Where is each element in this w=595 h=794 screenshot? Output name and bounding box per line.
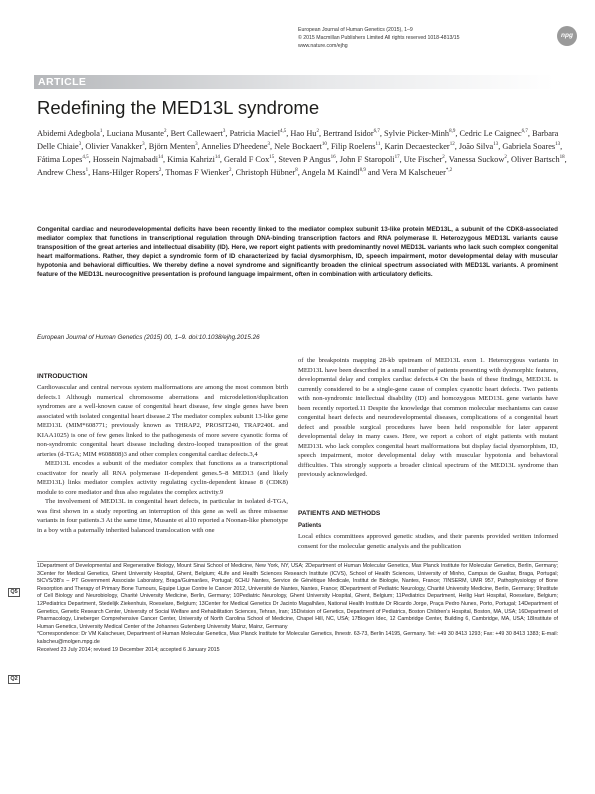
- author-affiliation: 16: [330, 155, 336, 161]
- author: [37, 129, 102, 138]
- author-affiliation: 2: [316, 129, 319, 135]
- author: [149, 142, 198, 151]
- author: [85, 142, 144, 151]
- author-name: Gabriela Soares: [502, 141, 556, 151]
- author-affiliation: 2: [442, 155, 445, 161]
- right-column: [298, 356, 558, 480]
- author-affiliation: 3: [222, 129, 226, 135]
- article-type-band: [34, 75, 554, 89]
- abstract-citation: European Journal of Human Genetics (2015) 00, 1–9. doi:10.1038/ejhg.2015.26: [37, 334, 260, 341]
- author-name: Abidemi Adegbola: [37, 129, 100, 138]
- author: [201, 142, 270, 151]
- journal-url[interactable]: www.nature.com/ejhg: [298, 43, 348, 49]
- correspondence-footnote: *Correspondence: Dr VM Kalscheuer, Department of Human Molecular Genetics, Max Planck Institute for Molecular Genetics, Ihnestr. 63-73, Berlin 14195, Germany. Tel: +49 30 8413 1293; Fax: +49 30 8413 1383; E-mail: kalscheu@molgen.mpg.de: [37, 631, 558, 645]
- author-name: Thomas F Wienker: [165, 167, 229, 177]
- author-name: Annelies D'heedene: [201, 141, 268, 151]
- received-dates: Received 23 July 2014; revised 19 December 2014; accepted 6 January 2015: [37, 646, 220, 653]
- author-affiliation: 6,7: [521, 129, 528, 135]
- author-name: Olivier Vanakker: [85, 141, 143, 151]
- author-name: Steven P Angus: [278, 154, 331, 164]
- author: [331, 142, 380, 151]
- copyright-line: © 2015 Macmillan Publishers Limited All rights reserved 1018-4813/15: [298, 35, 460, 41]
- author-name: Bertrand Isidor: [323, 129, 374, 138]
- author-name: Hans-Hilger Ropers: [92, 167, 159, 177]
- author: [230, 129, 287, 138]
- margin-query-mark: Q5: [8, 588, 20, 597]
- patients-paragraph: Local ethics committees approved genetic studies, and their parents provided written informed consent for the molecular genetic analysis and the publication: [298, 533, 558, 550]
- journal-citation: European Journal of Human Genetics (2015), 1–9: [298, 27, 413, 33]
- author-affiliation: 18: [559, 155, 565, 161]
- author-name: João Silva: [458, 141, 494, 151]
- author-affiliation: 14: [158, 155, 164, 161]
- intro-paragraph-3: The involvement of MED13L in congenital heart defects, in particular in isolated d-TGA, was first shown in a study reporting an interruption of this gene as well as three missense variants in four patients.3 At the same time, Musante et al10 reported a Noonan-like phenotype in a boy with a paternally inherited balanced translocation with one: [37, 498, 288, 534]
- author-name: Bert Callewaert: [170, 129, 223, 138]
- intro-paragraph-2: MED13L encodes a subunit of the mediator complex that functions as a transcriptional coactivator for nearly all RNA polymerase II-dependent genes.5–8 MED13 (and likely MED13L) links mediator complex activity regulating cyclin-dependent kinase 8 (CDK8) module to core mediator and thus also regulates the complex activity.9: [37, 460, 288, 496]
- author-affiliation: 6,7: [373, 129, 380, 135]
- author-affiliation: 10: [321, 142, 327, 148]
- author: [278, 155, 335, 164]
- author-name: Cedric Le Caignec: [459, 129, 522, 138]
- author-affiliation: 1: [85, 167, 89, 173]
- author: [459, 129, 527, 138]
- author-affiliation: 15: [269, 155, 275, 161]
- author-affiliation: 2: [228, 167, 232, 173]
- author: [384, 129, 455, 138]
- author-name: Sylvie Picker-Minh: [384, 129, 450, 138]
- affiliations-footnote: 1Department of Developmental and Regenerative Biology, Mount Sinai School of Medicine, New York, NY, USA; 2Department of Human Molecular Genetics, Max Planck Institute for Molecular Genetics, Berlin, Germany; 3Center for Medical Genetics, Ghent University Hospital, Ghent, Belgium; 4Life and Health Sciences Research Institute (ICVS), School of Health Sciences, University of Minho, Campus de Gualtar, Braga, Portugal; 5ICVS/3B's – PT Government Associate Laboratory, Braga/Guimarães, Portugal; 6CHU Nantes, Service de Génétique Medicale, Institut de Biologie, Nantes, France; 7INSERM, UMR 957, Pathophysiology of Bone Resorption and Therapy of Primary Bone Tumours, Equipe Ligue Contre le Cancer 2012, Université de Nantes, Nantes, France; 8Department of Pediatric Neurology, Charité University Medicine, Berlin, Germany; 9Institute of Cell Biology and Neurobiology, Charité University Medicine, Berlin, Germany; 10Pediatric Neurology, Ghent University Hospital, Ghent, Belgium; 11Pediatrics Department, Heilig Hart Hospital, Roeselare, Belgium; 12Pediatrics Department, Stedelijk Ziekenhuis, Roeselare, Belgium; 13Center for Medical Genetics Dr Jacinto Magalhães, National Health Institute Dr Ricardo Jorge, Praça Pedro Nunes, Porto, Portugal; 14Department of Genetics, Genetic Research Center, University of Social Welfare and Rehabilitation Sciences, Tehran, Iran; 15Division of Genetics, Department of Pediatrics, Boston Children's Hospital, Boston, MA, USA; 16Department of Pharmacology, Lineberger Comprehensive Cancer Center, University of North Carolina School of Medicine, Chapel Hill, NC, USA; 17Biogen Idec, 12 Cambridge Center, Building 6, Cambridge, MA, USA; 18Institute of Human Genetics, University Medical Center of the Johannes Gutenberg University Mainz, Mainz, Germany: [37, 563, 558, 630]
- author-name: Karin Decaestecker: [384, 141, 450, 151]
- author-affiliation: 13: [493, 142, 499, 148]
- author: [290, 129, 319, 138]
- author: [107, 129, 167, 138]
- author-affiliation: 4,5: [280, 129, 287, 135]
- author: [171, 129, 226, 138]
- author-name: Hao Hu: [290, 129, 317, 138]
- author-affiliation: 4,5: [82, 155, 89, 161]
- author: [382, 168, 452, 177]
- author-name: Patricia Maciel: [229, 129, 281, 138]
- author: [37, 168, 88, 177]
- author-name: Vanessa Suckow: [448, 154, 505, 164]
- subheading-patients: Patients: [298, 523, 322, 529]
- author-affiliation: 2: [158, 167, 162, 173]
- author: [224, 155, 274, 164]
- author-affiliation: 13: [555, 142, 561, 148]
- author-affiliation: 3: [78, 142, 82, 148]
- author-affiliation: 8,9: [359, 167, 366, 173]
- author-name: Luciana Musante: [106, 129, 164, 138]
- author: [385, 142, 455, 151]
- author-name: Christoph Hübner: [235, 167, 296, 177]
- author-list: Abidemi Adegbola$^1$, Luciana Musante$^2$, Bert Callewaert$^3$, Patricia Maciel$^{4,5}$, Hao Hu$^2$, Bertrand Isidor$^{6,7}$, Sylvie Picker-Minh$^{8,9}$, Cedric Le Caignec$^{6,7}$, Barbara Delle Chiaie$^3$, Olivier Vanakker$^3$, Björn Menten$^3$, Annelies D'heedene$^3$, Nele Bockaert$^{10}$, Filip Roelens$^{11}$, Karin Decaestecker$^{12}$, João Silva$^{13}$, Gabriela Soares$^{13}$, Fátima Lopes$^{4,5}$, Hossein Najmabadi$^{14}$, Kimia Kahrizi$^{14}$, Gerald F Cox$^{15}$, Steven P Angus$^{16}$, John F Staropoli$^{17}$, Ute Fischer$^2$, Vanessa Suckow$^2$, Oliver Bartsch$^{18}$, Andrew Chess$^1$, Hans-Hilger Ropers$^2$, Thomas F Wienker$^2$, Christoph Hübner$^8$, Angela M Kaindl$^{8,9}$ and Vera M Kalscheuer$^{*,2}$: [37, 129, 567, 177]
- left-column: [37, 383, 288, 535]
- author-name: Oliver Bartsch: [510, 154, 560, 164]
- section-heading-introduction: INTRODUCTION: [37, 373, 88, 380]
- author-name: Angela M Kaindl: [301, 167, 360, 177]
- footnotes: [37, 563, 558, 654]
- author: [340, 155, 400, 164]
- intro-paragraph-4: of the breakpoints mapping 28-kb upstream of MED13L exon 1. Heterozygous variants in MED13L have been described in a small number of patients presenting with dysmorphic features, developmental delay and complex cardiac defects.4 On the basis of these findings, MED13L is currently considered to be a single-gene cause of complex cyanotic heart defects. Two patients with non-syndromic intellectual disability (ID) and homozygous MED13L gene variants have been recently reported.11 Despite the knowledge that common molecular mechanisms can cause congenital heart defects and neurodevelopmental diseases, complications of a congenital heart defect and possible surgical procedures have been held responsible for later apparent developmental delay in many cases. Here, we report a cohort of eight patients with mutant MED13L who lack complex congenital heart malformations but display facial dysmorphism, ID, speech impairment, motor developmental delay with muscular hypotonia and behavioral difficulties. This strongly supports a broader clinical spectrum of the MED13L syndrome than previously acknowledged.: [298, 357, 558, 478]
- author-affiliation: 12: [449, 142, 455, 148]
- author: [502, 142, 560, 151]
- author: [236, 168, 298, 177]
- author-name: Gerald F Cox: [224, 154, 270, 164]
- author-name: Fátima Lopes: [37, 154, 83, 164]
- article-title: Redefining the MED13L syndrome: [37, 97, 320, 118]
- footnote-divider: [37, 561, 558, 562]
- author: [404, 155, 445, 164]
- author: [323, 129, 380, 138]
- author: [165, 168, 231, 177]
- author: [37, 155, 89, 164]
- author-name: Nele Bockaert: [274, 141, 322, 151]
- author-name: Björn Menten: [148, 141, 196, 151]
- intro-paragraph-1: Cardiovascular and central nervous system malformations are among the most common birth defects.1 Although numerical chromosome aberrations and microdeletion/duplication syndromes are a well-known cause of congenital heart disease, few single genes have been associated with isolated congenital heart disease.2 The mediator complex subunit 13-like gene MED13L (MIM*608771; previously known as THRAP2, PROSIT240, TRAP240L and KIAA1025) is one of few genes linked to the pathogenesis of more severe cyanotic forms of non-syndromic congenital heart disease including dextro-looped transposition of the great arteries (d-TGA; MIM #608808)3 and other complex congenital cardiac defects.3,4: [37, 384, 288, 458]
- author-affiliation: 1: [99, 129, 103, 135]
- author-name: Filip Roelens: [331, 141, 376, 151]
- author: [302, 168, 366, 177]
- author: [511, 155, 565, 164]
- abstract: Congenital cardiac and neurodevelopmental deficits have been recently linked to the mediator complex subunit 13-like protein MED13L, a subunit of the CDK8-associated mediator complex that functions in transcriptional regulation through DNA-binding transcription factors and RNA polymerase II. Heterozygous MED13L variants cause transposition of the great arteries and intellectual disability (ID). Here, we report eight patients with predominantly novel MED13L variants who lack such complex congenital heart malformations. Rather, they depict a syndromic form of ID characterized by facial dysmorphism, ID, speech impairment, motor developmental delay with muscular hypotonia and behavioral difficulties. We thereby define a novel syndrome and significantly broaden the clinical spectrum associated with MED13L variants. A prominent feature of the MED13L neurocognitive presentation is profound language impairment, often in combination with articulatory deficits.: [37, 226, 558, 278]
- author-affiliation: 3: [267, 142, 271, 148]
- author-affiliation: 14: [214, 155, 220, 161]
- author-affiliation: 2: [504, 155, 507, 161]
- author-affiliation: 2: [163, 129, 167, 135]
- author-name: Andrew Chess: [37, 167, 86, 177]
- author-name: Ute Fischer: [403, 154, 443, 164]
- author-affiliation: 3: [195, 142, 198, 148]
- author-affiliation: 11: [375, 142, 381, 148]
- author-name: Barbara Delle Chiaie: [37, 129, 559, 151]
- npg-logo: npg: [557, 26, 577, 46]
- author: [449, 155, 507, 164]
- author: [167, 155, 220, 164]
- author: [92, 168, 161, 177]
- article-type-label: ARTICLE: [38, 76, 87, 88]
- author-affiliation: 3: [142, 142, 145, 148]
- author-affiliation: 8: [295, 167, 298, 173]
- author: [274, 142, 327, 151]
- author: [459, 142, 498, 151]
- margin-query-mark: Q2: [8, 675, 20, 684]
- author-affiliation: 17: [394, 155, 400, 161]
- author-name: Hossein Najmabadi: [92, 154, 159, 164]
- author: [93, 155, 163, 164]
- author-name: John F Staropoli: [339, 154, 395, 164]
- author-affiliation: 8,9: [449, 129, 456, 135]
- author-affiliation: *,2: [445, 167, 453, 173]
- section-heading-patients-methods: PATIENTS AND METHODS: [298, 510, 381, 517]
- author-name: Vera M Kalscheuer: [381, 167, 446, 177]
- author-name: Kimia Kahrizi: [167, 154, 215, 164]
